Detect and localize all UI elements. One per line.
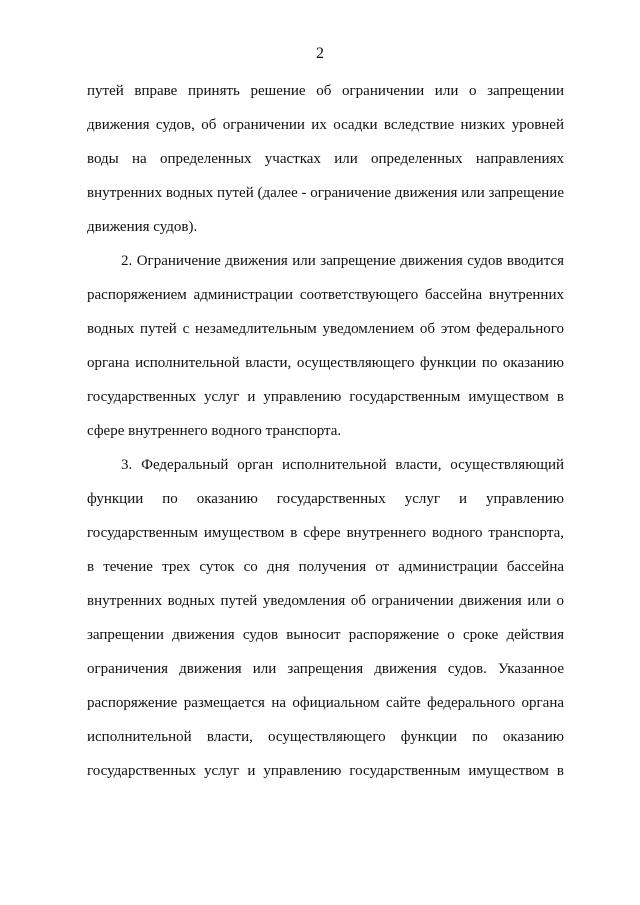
text-line: органа исполнительной власти, осуществляющего функции по оказанию [87, 355, 564, 371]
text-line: движения судов, об ограничении их осадки вследствие низких уровней [87, 117, 564, 133]
text-line: 3. Федеральный орган исполнительной власти, осуществляющий [121, 457, 564, 473]
text-line: государственным имуществом в сфере внутреннего водного транспорта, [87, 525, 564, 541]
page-number: 2 [316, 45, 324, 62]
text-line: сфере внутреннего водного транспорта. [87, 423, 342, 439]
paragraph-2 [87, 244, 564, 448]
text-line: ограничения движения или запрещения движения судов. Указанное [87, 661, 564, 677]
text-line: 2. Ограничение движения или запрещение движения судов вводится [121, 253, 564, 269]
text-line: водных путей с незамедлительным уведомлением об этом федерального [87, 321, 564, 337]
document-body [87, 74, 564, 788]
paragraph-3 [87, 448, 564, 788]
text-line: распоряжением администрации соответствующего бассейна внутренних [87, 287, 564, 303]
text-line: государственных услуг и управлению государственным имуществом в [87, 763, 564, 779]
paragraph-1 [87, 74, 564, 244]
text-line: в течение трех суток со дня получения от администрации бассейна [87, 559, 564, 575]
text-line: государственных услуг и управлению государственным имуществом в [87, 389, 564, 405]
text-line: функции по оказанию государственных услуг и управлению [87, 491, 564, 507]
text-line: запрещении движения судов выносит распоряжение о сроке действия [87, 627, 564, 643]
text-line: путей вправе принять решение об ограничении или о запрещении [87, 83, 564, 99]
text-line: воды на определенных участках или определенных направлениях [87, 151, 564, 167]
text-line: исполнительной власти, осуществляющего функции по оказанию [87, 729, 564, 745]
text-line: внутренних водных путей (далее - ограничение движения или запрещение [87, 185, 564, 201]
text-line: внутренних водных путей уведомления об ограничении движения или о [87, 593, 564, 609]
text-line: движения судов). [87, 219, 198, 235]
text-line: распоряжение размещается на официальном сайте федерального органа [87, 695, 564, 711]
